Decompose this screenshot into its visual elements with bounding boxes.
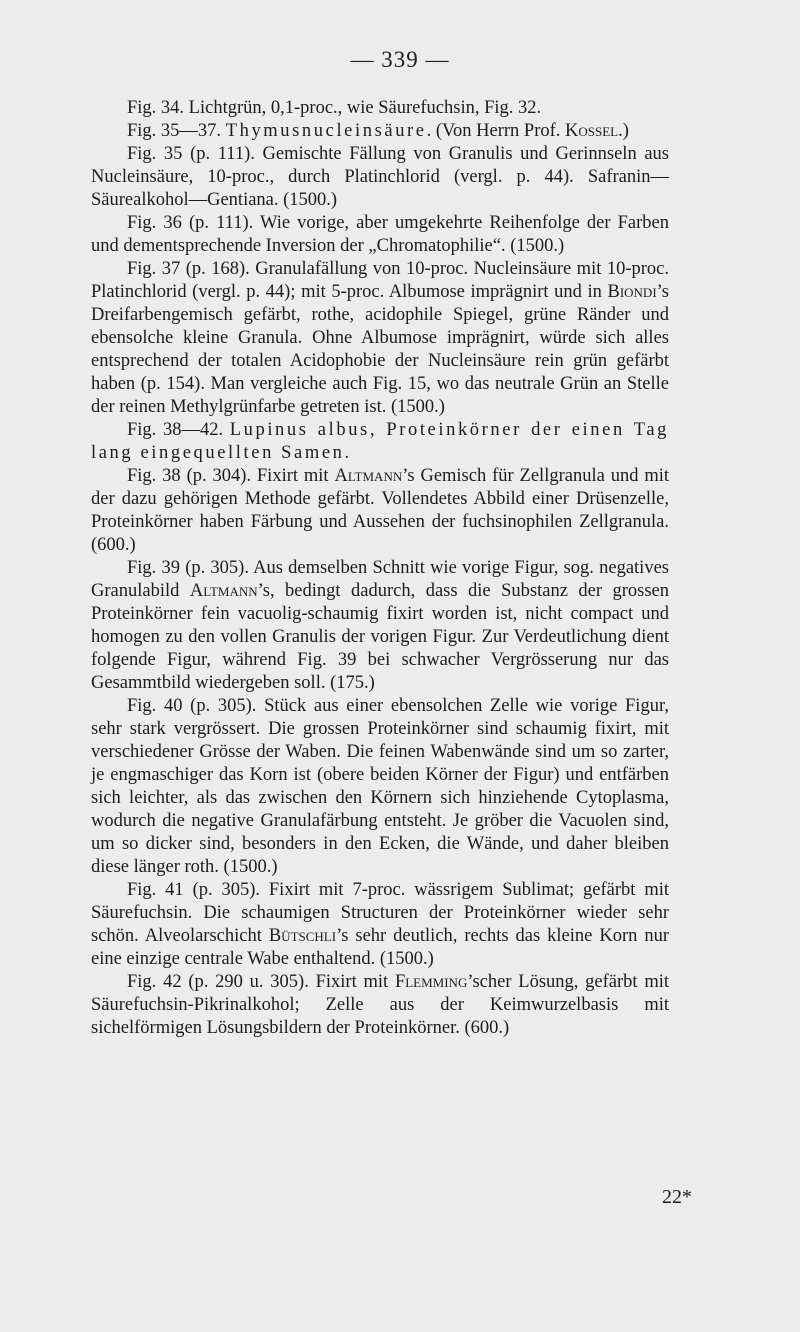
caption-text: ’s Dreifarbengemisch gefärbt, rothe, acidophile Spiegel, grüne Ränder und ebensolche kleine Granula. Ohne Albumose imprägnirt, würde sich alles entsprechend der totalen Acidophobie der Nucleinsäure rein grün gefärbt haben (p. 154). Man vergleiche auch Fig. 15, wo das neutrale Grün an Stelle der reinen Methylgrünfarbe getreten ist. (1500.) (91, 282, 669, 417)
caption-text: .) (618, 121, 629, 141)
caption-paragraph (91, 419, 669, 465)
printer-signature-mark: 22* (662, 1186, 692, 1208)
caption-text: Fig. 38—42. (127, 420, 230, 440)
caption-text: Fig. 38 (p. 304). Fixirt mit (127, 466, 335, 486)
spaced-heading-text: Thymusnucleinsäure (225, 121, 427, 141)
caption-text: Fig. 34. Lichtgrün, 0,1-proc., wie Säurefuchsin, Fig. 32. (127, 98, 542, 118)
author-name-smallcaps: Altmann (189, 581, 258, 601)
caption-paragraph (91, 212, 669, 258)
author-name-smallcaps: Altmann (334, 466, 403, 486)
caption-text: ’s, bedingt dadurch, dass die Substanz der grossen Proteinkörner fein vacuolig-schaumig fixirt worden ist, nicht compact und homogen zu den vollen Granulis der vorigen Figur. Zur Verdeutlichung dient folgende Figur, während Fig. 39 bei schwacher Vergrösserung nur das Gesammtbild wiedergeben soll. (175.) (91, 581, 669, 693)
author-name-smallcaps: Kossel (565, 121, 619, 141)
caption-text: Fig. 35—37. (127, 121, 226, 141)
caption-paragraph (91, 120, 669, 143)
caption-paragraph (91, 143, 669, 212)
caption-text: ’s Gemisch für Zellgranula und mit der dazu gehörigen Methode gefärbt. Vollendetes Abbild einer Drüsenzelle, Proteinkörner haben Färbung und Aussehen der fuchsinophilen Zellgranula. (600.) (91, 466, 669, 555)
figure-captions-text (91, 97, 669, 1040)
page-number: — 339 — (350, 47, 450, 72)
caption-paragraph (91, 879, 669, 971)
caption-text: Fig. 37 (p. 168). Granulafällung von 10-proc. Nucleinsäure mit 10-proc. Platinchlorid (vergl. p. 44); mit 5-proc. Albumose imprägnirt und in (91, 259, 669, 302)
spaced-heading-text: Lupinus albus, Proteinkörner der einen Tag lang eingequellten Samen (91, 420, 669, 463)
caption-text: . (Von Herrn Prof. (426, 121, 566, 141)
caption-text: ’scher Lösung, gefärbt mit Säurefuchsin-Pikrinalkohol; Zelle aus der Keimwurzelbasis mit sichelförmigen Lösungsbildern der Proteinkörner. (600.) (91, 972, 669, 1038)
caption-paragraph (91, 465, 669, 557)
caption-text: Fig. 40 (p. 305). Stück aus einer ebensolchen Zelle wie vorige Figur, sehr stark vergrössert. Die grossen Proteinkörner sind schaumig fixirt, mit verschiedener Grösse der Waben. Die feinen Wabenwände sind um so zarter, je engmaschiger das Korn ist (obere beiden Körner der Figur) und entfärben sich leichter, als das zwischen den Körnern sich hinziehende Cytoplasma, wodurch die negative Granulafärbung entsteht. Je gröber die Vacuolen sind, um so dicker sind, besonders in den Ecken, die Wände, und daher bleiben diese länger roth. (1500.) (91, 696, 669, 877)
author-name-smallcaps: Bütschli (268, 926, 337, 946)
author-name-smallcaps: Flemming (394, 972, 468, 992)
caption-text: ’s sehr deutlich, rechts das kleine Korn nur eine einzige centrale Wabe enthaltend. (1500.) (91, 926, 669, 969)
caption-text: Fig. 42 (p. 290 u. 305). Fixirt mit (127, 972, 395, 992)
author-name-smallcaps: Biondi (607, 282, 657, 302)
caption-paragraph (91, 695, 669, 879)
caption-text: Fig. 36 (p. 111). Wie vorige, aber umgekehrte Reihenfolge der Farben und dementsprechende Inversion der „Chromatophilie“. (1500.) (91, 213, 669, 256)
caption-paragraph (91, 971, 669, 1040)
caption-paragraph (91, 258, 669, 419)
caption-text: . (344, 443, 350, 463)
caption-text: Fig. 35 (p. 111). Gemischte Fällung von Granulis und Gerinnseln aus Nucleinsäure, 10-proc., durch Platinchlorid (vergl. p. 44). Safranin—Säurealkohol—Gentiana. (1500.) (91, 144, 669, 210)
caption-text: Fig. 39 (p. 305). Aus demselben Schnitt wie vorige Figur, sog. negatives Granulabild (91, 558, 669, 601)
caption-text: Fig. 41 (p. 305). Fixirt mit 7-proc. wässrigem Sublimat; gefärbt mit Säurefuchsin. Die schaumigen Structuren der Proteinkörner wieder sehr schön. Alveolarschicht (91, 880, 669, 946)
caption-paragraph (91, 97, 669, 120)
caption-paragraph (91, 557, 669, 695)
